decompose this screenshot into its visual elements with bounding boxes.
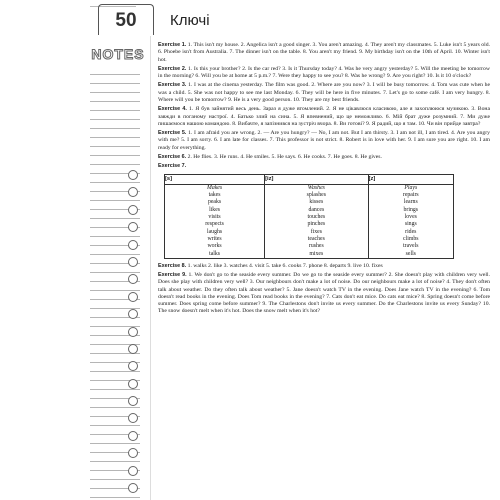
exercise-entry — [158, 130, 490, 152]
table-cell: respects — [205, 221, 224, 228]
binder-ring-icon — [128, 170, 138, 180]
binder-ring-icon — [128, 448, 138, 458]
exercise-answers: 2. He flies. 3. He runs. 4. He smiles. 5. He says. 6. He cooks. 7. He goes. 8. He gives. — [187, 153, 382, 160]
exercise-answers: 1. Is this your brother? 2. Is the car red? 3. Is it Thursday today? 4. Was he very angry yesterday? 5. Will the meeting be tomorrow in the morning? 6. Will you be at home at 5 p.m.? 7. Were they happy to see you? 8. Was he wrong? 9. Are you right? 10. Is it 10 o'clock? — [158, 65, 490, 80]
binder-ring-icon — [128, 466, 138, 476]
exercise-label: Exercise 3. — [158, 82, 187, 89]
table-cell: learns — [403, 199, 418, 206]
margin-divider — [150, 36, 151, 500]
exercise-entry — [158, 106, 490, 128]
table-cell: sells — [405, 250, 416, 257]
exercise-entry — [158, 263, 490, 270]
binder-rings — [128, 170, 142, 500]
table-cell: writes — [207, 235, 222, 242]
table-header-row — [165, 174, 454, 184]
exercise-label: Exercise 9. — [158, 272, 187, 279]
page-title: Ключі — [170, 12, 210, 29]
answer-key-content — [158, 42, 490, 318]
binder-ring-icon — [128, 379, 138, 389]
exercises-top — [158, 42, 490, 161]
table-cell: talks — [209, 250, 221, 257]
exercise-answers: 1. I was at the cinema yesterday. The film was good. 2. Where are you now? 3. I will be busy tomorrow. 4. Tom was cute when he was a child. 5. She was not happy to see me last Monday. 6. They will be here in five minutes. 7. Let's go to some café. I am very hungry. 8. Where will you be tomorrow? 9. He is a very good person. 10. They are my best friends. — [158, 82, 490, 103]
exercise-answers: 1. walks 2. like 3. watches 4. visit 5. take 6. cooks 7. phone 8. departs 9. live 10. fixes — [187, 262, 383, 269]
exercises-bottom — [158, 263, 490, 316]
table-cell: sings — [404, 221, 417, 228]
exercise-entry — [158, 272, 490, 316]
binder-ring-icon — [128, 431, 138, 441]
binder-ring-icon — [128, 344, 138, 354]
binder-ring-icon — [128, 222, 138, 232]
table-cell: dances — [308, 206, 325, 213]
binder-ring-icon — [128, 292, 138, 302]
binder-ring-icon — [128, 205, 138, 215]
table-cell: mixes — [309, 250, 324, 257]
binder-ring-icon — [128, 187, 138, 197]
binder-ring-icon — [128, 257, 138, 267]
exercise-label: Exercise 2. — [158, 65, 187, 72]
table-header: [s] — [165, 174, 265, 184]
table-cell: pinches — [307, 221, 326, 228]
table-cell: takes — [208, 192, 221, 199]
table-cell: peaks — [207, 199, 222, 206]
table-cell: kisses — [309, 199, 324, 206]
table-cell: Makes — [206, 184, 223, 191]
table-cell: Plays — [404, 184, 418, 191]
table-header: [z] — [368, 174, 453, 184]
table-cell: rides — [405, 228, 417, 235]
table-cell: likes — [209, 206, 221, 213]
table-cell: brings — [403, 206, 419, 213]
binder-ring-icon — [128, 274, 138, 284]
exercise-entry — [158, 66, 490, 81]
exercise-entry — [158, 82, 490, 104]
notes-label: NOTES — [91, 46, 145, 62]
exercise-label: Exercise 5. — [158, 130, 187, 137]
exercise-label: Exercise 8. — [158, 262, 187, 269]
binder-ring-icon — [128, 396, 138, 406]
binder-ring-icon — [128, 483, 138, 493]
table-cell: works — [207, 243, 222, 250]
exercise-label: Exercise 7. — [158, 163, 187, 170]
table-cell: repairs — [402, 192, 419, 199]
table-cell: travels — [403, 243, 419, 250]
exercise-answers: 1. Я був зайнятий весь день. Зараз я дуже втомлений. 2. Я не цікавлюся класикою, але я захоплююся музикою. 3. Вона завжди в поганому настрої. 4. Батько злий на сина. 5. Я впевнений, що це неможливо. 6. Мій брат дуже розумний. 7. Ми дуже пишаємося нашою командою. 8. Вибачте, я запізнився на зустріч вчора. 8. Ви готові? 9. Я радий, що я там. 10. Чи він прийде завтра? — [158, 106, 490, 127]
table-cell: visits — [208, 214, 221, 221]
table-cell: climbs — [403, 235, 419, 242]
table-cell: touches — [307, 214, 326, 221]
exercise-7-table — [164, 174, 454, 259]
page-number: 50 — [115, 10, 137, 31]
table-cell: teaches — [307, 235, 325, 242]
binder-ring-icon — [128, 361, 138, 371]
binder-ring-icon — [128, 240, 138, 250]
table-cell: splashes — [306, 192, 326, 199]
exercise-answers: 1. This isn't my house. 2. Angelica isn't a good singer. 3. You aren't amazing. 4. They aren't my classmates. 5. Luke isn't 5 years old. 6. Phoebe isn't from Australia. 7. The dinner isn't on the table. 8. You aren't my friend. 9. My birthday isn't on the 10th of April. 10. Winter isn't hot. — [158, 42, 490, 63]
table-column-z — [368, 184, 453, 258]
binder-ring-icon — [128, 327, 138, 337]
table-column-iz — [265, 184, 368, 258]
table-cell: fixes — [310, 228, 322, 235]
exercise-label: Exercise 6. — [158, 153, 187, 160]
table-cell: rushes — [308, 243, 324, 250]
table-cell: laughs — [206, 228, 223, 235]
exercise-answers: 1. We don't go to the seaside every summer. Do we go to the seaside every summer? 2. She doesn't play with children very well. Does she play with children very well? 3. Our neighbours don't make a lot of noise. Do our neighbours make a lot of noise? 4. They don't often talk about weather. Do they often talk about weather? 5. Jane doesn't watch TV in the evening. Does Jane watch TV in the evening? 6. Tom doesn't read books in the evening. Does Tom read books in the evening? 7. Cats don't eat mice. Do cats eat mice? 8. Spring doesn't come before summer. Does spring come before summer? 9. The Charlestons don't invite us every summer. Do the Charlestons invite us every Sunday? 10. The snow doesn't melt when it's hot. Does the snow melt when it's hot? — [158, 272, 490, 315]
binder-ring-icon — [128, 309, 138, 319]
table-row — [165, 184, 454, 258]
table-cell: loves — [404, 214, 417, 221]
table-header: [iz] — [265, 174, 368, 184]
exercise-label: Exercise 1. — [158, 42, 187, 48]
exercise-answers: 1. I am afraid you are wrong. 2. — Are you hungry? — No, I am not. But I am thirsty. 3. I am not ill, I am tired. 4. Are you angry with me? 5. I am sorry. 6. I am late for classes. 7. This professor is not strict. 8. Robert is in love with her. 9. I am sure you are right. 10. I am ready for everything. — [158, 130, 490, 151]
exercise-entry — [158, 42, 490, 64]
table-cell: Washes — [307, 184, 325, 191]
exercise-label: Exercise 4. — [158, 106, 187, 113]
binder-ring-icon — [128, 413, 138, 423]
exercise-entry — [158, 154, 490, 161]
table-column-s — [165, 184, 265, 258]
exercise-7 — [158, 163, 490, 259]
